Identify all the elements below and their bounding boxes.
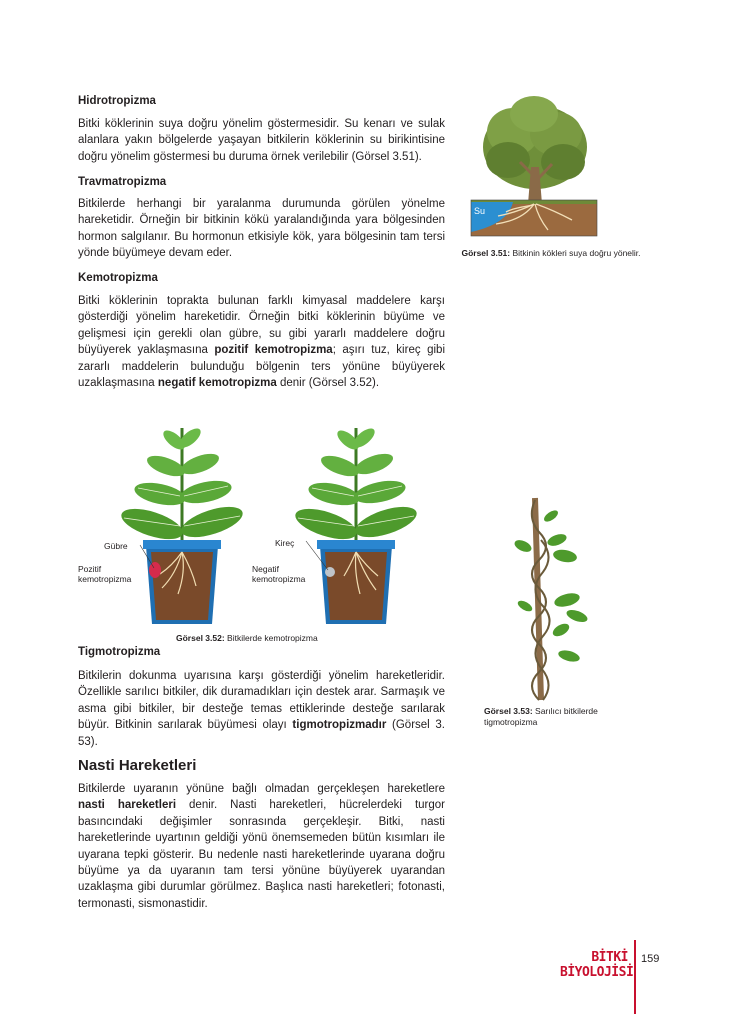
vine-leaves [513, 508, 589, 664]
footer-divider [634, 940, 636, 1014]
heading-kemotropizma: Kemotropizma [78, 272, 158, 284]
book-title-line1: BİTKİ [591, 950, 628, 965]
fertilizer-spot [149, 562, 161, 578]
chemotropism-illustration [110, 408, 430, 626]
paragraph-kemotropizma: Bitki köklerinin toprakta bulunan farklı kimyasal maddelere karşı gösterdiği yönelim hareketidir. Örneğin bitki köklerinin büyüme ve gelişmesi için gerekli olan gübre, su gibi yararlı maddelere doğru büyüyerek yaklaşmasına pozitif kemotropizma; aşırı tuz, kireç gibi zararlı maddelerin bulunduğu bölgenin ters yönüne büyüyerek uzaklaşmasına negatif kemotropizma denir (Görsel 3.52). [78, 295, 445, 390]
book-title [560, 950, 634, 980]
label-negatif-line1: Negatif [252, 564, 279, 574]
tree-roots-water-illustration [468, 92, 603, 240]
water-label: Su [474, 206, 486, 216]
plant-negative [292, 425, 420, 624]
label-pozitif-line2: kemotropizma [78, 574, 132, 584]
paragraph-tigmotropizma: Bitkilerin dokunma uyarısına karşı gösterdiği yönelim hareketleridir. Özellikle sarılıcı bitkiler, dik duramadıkları için destek arar. Sarmaşık ve asma gibi bitkiler, bir desteğe temas ettiklerinde desteğe sarılarak büyür. Bitkinin sarılarak büyümesi olayı tigmotropizmadır (Görsel 3. 53). [78, 670, 445, 748]
page-number: 159 [641, 953, 660, 965]
paragraph-nasti-hareketleri: Bitkilerde uyaranın yönüne bağlı olmadan gerçekleşen hareketlere nasti hareketleri denir. Nasti hareketleri, hücrelerdeki turgor basıncındaki değişimler sonrasında gerçekleşir. Bitki, nasti hareketlerinde uyartının geldiği yönü önemsemeden bütün kısımları ile uyarana tepki gösterir. Bu nedenle nasti hareketlerinde uyarana doğru büyüme ya da uyaranın tam tersi yönüne büyüyerek uyarandan uzaklaşma gibi durumlar görülmez. Başlıca nasti hareketleri; fotonasti, termonasti, sismonastidir. [78, 783, 445, 910]
paragraph-travmatropizma: Bitkilerde herhangi bir yaralanma durumunda görülen yönelme hareketidir. Örneğin bir bitkinin kökü yaralandığında yara bölgesinden hormon salgılanır. Bu hormonun etkisiyle kök, yara bölgesinin tam tersi yönde büyümeye devam eder. [78, 198, 445, 260]
plant-positive [118, 425, 246, 624]
caption-gorsel-3-52: Görsel 3.52: Bitkilerde kemotropizma [176, 633, 318, 643]
heading-nasti-hareketleri: Nasti Hareketleri [78, 757, 197, 774]
label-kirec: Kireç [275, 538, 295, 548]
caption-gorsel-3-51: Görsel 3.51: Bitkinin kökleri suya doğru yönelir. [461, 248, 641, 258]
climbing-vine-illustration [505, 496, 595, 702]
book-title-line2: BİYOLOJİSİ [560, 965, 634, 980]
caption-gorsel-3-53: Görsel 3.53: Sarılıcı bitkilerde tigmotropizma [484, 706, 598, 727]
heading-tigmotropizma: Tigmotropizma [78, 646, 161, 658]
label-negatif-line2: kemotropizma [252, 574, 306, 584]
paragraph-hidrotropizma: Bitki köklerinin suya doğru yönelim göstermesidir. Su kenarı ve sulak alanlara yakın bölgelerde yaşayan bitkilerin köklerinin su birikintisine doğru yönelim göstermesi bu duruma örnek verilebilir (Görsel 3.51). [78, 118, 445, 163]
heading-hidrotropizma: Hidrotropizma [78, 95, 156, 107]
label-gubre: Gübre [104, 541, 128, 551]
heading-travmatropizma: Travmatropizma [78, 176, 167, 188]
label-pozitif-line1: Pozitif [78, 564, 102, 574]
